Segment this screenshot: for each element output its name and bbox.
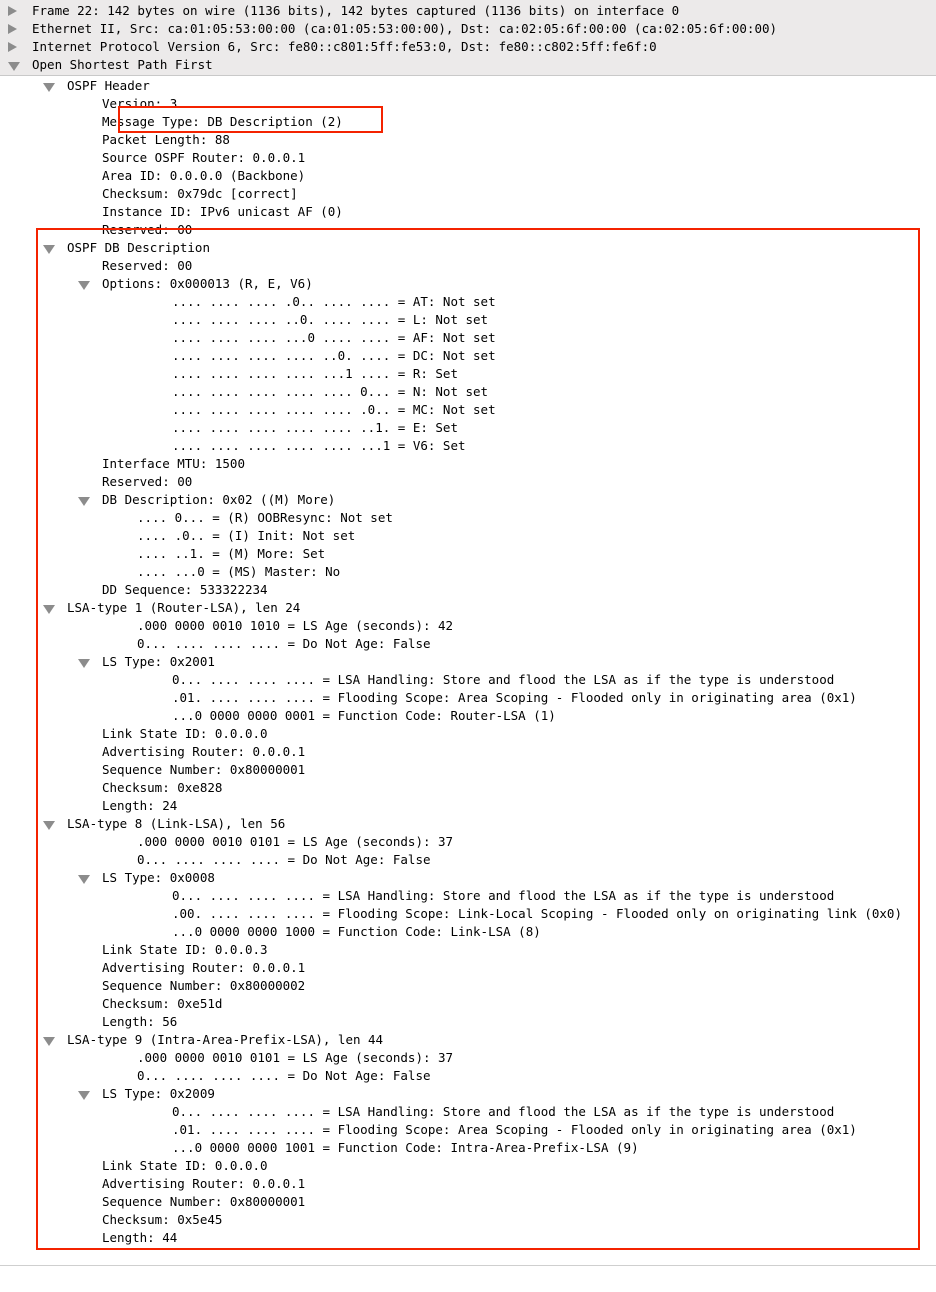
tree-row[interactable] xyxy=(0,617,936,635)
chevron-down-icon[interactable] xyxy=(8,62,20,71)
tree-row-label: Reserved: 00 xyxy=(102,222,193,237)
chevron-right-icon[interactable] xyxy=(8,6,17,16)
tree-row[interactable] xyxy=(0,563,936,581)
tree-row-label: Message Type: DB Description (2) xyxy=(102,114,343,129)
tree-row[interactable] xyxy=(0,941,936,959)
tree-row[interactable] xyxy=(0,383,936,401)
tree-row-label: Version: 3 xyxy=(102,96,178,111)
tree-row-label: ...0 0000 0000 1001 = Function Code: Intra-Area-Prefix-LSA (9) xyxy=(172,1140,639,1155)
chevron-down-icon[interactable] xyxy=(43,821,55,830)
tree-row-label: .... .... .... .... ...1 .... = R: Set xyxy=(172,366,458,381)
protocol-tree-rows xyxy=(0,76,936,1247)
tree-row-label: ...0 0000 0000 1000 = Function Code: Link-LSA (8) xyxy=(172,924,541,939)
tree-row-label: OSPF Header xyxy=(67,78,150,93)
tree-row[interactable] xyxy=(0,923,936,941)
tree-row[interactable] xyxy=(0,365,936,383)
tree-row-label: Checksum: 0xe51d xyxy=(102,996,223,1011)
tree-row-label: LSA-type 1 (Router-LSA), len 24 xyxy=(67,600,301,615)
tree-row-label: Internet Protocol Version 6, Src: fe80::c801:5ff:fe53:0, Dst: fe80::c802:5ff:fe6f:0 xyxy=(32,39,657,54)
tree-row-label: Reserved: 00 xyxy=(102,474,193,489)
tree-row-label: Options: 0x000013 (R, E, V6) xyxy=(102,276,313,291)
tree-row[interactable] xyxy=(0,203,936,221)
tree-row-label: Interface MTU: 1500 xyxy=(102,456,245,471)
tree-row[interactable] xyxy=(0,419,936,437)
tree-row[interactable] xyxy=(0,275,936,293)
tree-row-label: 0... .... .... .... = Do Not Age: False xyxy=(137,852,431,867)
chevron-right-icon[interactable] xyxy=(8,42,17,52)
tree-row[interactable] xyxy=(0,635,936,653)
tree-row[interactable] xyxy=(0,95,936,113)
tree-row[interactable] xyxy=(0,347,936,365)
tree-row-label: .... ...0 = (MS) Master: No xyxy=(137,564,341,579)
tree-row[interactable] xyxy=(0,995,936,1013)
tree-row[interactable] xyxy=(0,797,936,815)
chevron-down-icon[interactable] xyxy=(78,875,90,884)
tree-row-label: Sequence Number: 0x80000001 xyxy=(102,762,306,777)
tree-row-label: .... ..1. = (M) More: Set xyxy=(137,546,326,561)
tree-row[interactable] xyxy=(0,1103,936,1121)
tree-row[interactable] xyxy=(0,599,936,617)
chevron-right-icon[interactable] xyxy=(8,24,17,34)
chevron-down-icon[interactable] xyxy=(43,83,55,92)
tree-row-label: DB Description: 0x02 ((M) More) xyxy=(102,492,336,507)
tree-row-label: Checksum: 0xe828 xyxy=(102,780,223,795)
tree-row[interactable] xyxy=(0,167,936,185)
chevron-down-icon[interactable] xyxy=(78,1091,90,1100)
tree-row[interactable] xyxy=(0,527,936,545)
packet-summary-row[interactable] xyxy=(0,20,936,38)
tree-row[interactable] xyxy=(0,905,936,923)
packet-summary-row[interactable] xyxy=(0,56,936,74)
tree-row[interactable] xyxy=(0,707,936,725)
tree-row[interactable] xyxy=(0,1121,936,1139)
tree-row-label: 0... .... .... .... = LSA Handling: Store and flood the LSA as if the type is understood xyxy=(172,888,835,903)
packet-summary-rows xyxy=(0,0,936,76)
tree-row-label: Reserved: 00 xyxy=(102,258,193,273)
tree-row[interactable] xyxy=(0,1085,936,1103)
tree-row[interactable] xyxy=(0,689,936,707)
tree-row-label: .... .... .... .... .... ..1. = E: Set xyxy=(172,420,458,435)
tree-row-label: Source OSPF Router: 0.0.0.1 xyxy=(102,150,306,165)
tree-row-label: .... .... .... .... ..0. .... = DC: Not set xyxy=(172,348,496,363)
tree-row-label: LS Type: 0x0008 xyxy=(102,870,215,885)
chevron-down-icon[interactable] xyxy=(43,1037,55,1046)
tree-row-label: Checksum: 0x5e45 xyxy=(102,1212,223,1227)
tree-row-label: .... .... .... .... .... ...1 = V6: Set xyxy=(172,438,466,453)
tree-row-label: DD Sequence: 533322234 xyxy=(102,582,268,597)
tree-row-label: Length: 56 xyxy=(102,1014,178,1029)
tree-row[interactable] xyxy=(0,1067,936,1085)
tree-row-label: Checksum: 0x79dc [correct] xyxy=(102,186,298,201)
tree-row[interactable] xyxy=(0,1031,936,1049)
tree-row[interactable] xyxy=(0,1013,936,1031)
tree-row[interactable] xyxy=(0,887,936,905)
tree-row[interactable] xyxy=(0,833,936,851)
tree-row-label: LS Type: 0x2009 xyxy=(102,1086,215,1101)
tree-row[interactable] xyxy=(0,221,936,239)
tree-row[interactable] xyxy=(0,437,936,455)
tree-row-label: Frame 22: 142 bytes on wire (1136 bits), 142 bytes captured (1136 bits) on interface 0 xyxy=(32,3,680,18)
tree-row[interactable] xyxy=(0,131,936,149)
tree-row-label: .... .... .... ..0. .... .... = L: Not set xyxy=(172,312,489,327)
tree-row-label: .01. .... .... .... = Flooding Scope: Area Scoping - Flooded only in originating area (0x1) xyxy=(172,1122,857,1137)
packet-summary-row[interactable] xyxy=(0,2,936,20)
tree-row[interactable] xyxy=(0,959,936,977)
tree-row[interactable] xyxy=(0,1211,936,1229)
pane-bottom-divider xyxy=(0,1265,936,1292)
tree-row-label: .... 0... = (R) OOBResync: Not set xyxy=(137,510,393,525)
tree-row-label: .... .... .... .0.. .... .... = AT: Not set xyxy=(172,294,496,309)
tree-row-label: Length: 24 xyxy=(102,798,178,813)
chevron-down-icon[interactable] xyxy=(78,281,90,290)
tree-row[interactable] xyxy=(0,401,936,419)
tree-row-label: Link State ID: 0.0.0.0 xyxy=(102,726,268,741)
tree-row-label: .... .... .... ...0 .... .... = AF: Not set xyxy=(172,330,496,345)
tree-row[interactable] xyxy=(0,77,936,95)
tree-row-label: Sequence Number: 0x80000001 xyxy=(102,1194,306,1209)
tree-row[interactable] xyxy=(0,1229,936,1247)
tree-row[interactable] xyxy=(0,509,936,527)
tree-row-label: .000 0000 0010 0101 = LS Age (seconds): 37 xyxy=(137,834,454,849)
tree-row-label: .... .... .... .... .... .0.. = MC: Not set xyxy=(172,402,496,417)
tree-row[interactable] xyxy=(0,1193,936,1211)
tree-row-label: Link State ID: 0.0.0.3 xyxy=(102,942,268,957)
chevron-down-icon[interactable] xyxy=(43,605,55,614)
chevron-down-icon[interactable] xyxy=(43,245,55,254)
tree-row-label: .000 0000 0010 1010 = LS Age (seconds): 42 xyxy=(137,618,454,633)
tree-row[interactable] xyxy=(0,473,936,491)
tree-row-label: .000 0000 0010 0101 = LS Age (seconds): 37 xyxy=(137,1050,454,1065)
packet-summary-row[interactable] xyxy=(0,38,936,56)
tree-row-label: ...0 0000 0000 0001 = Function Code: Router-LSA (1) xyxy=(172,708,556,723)
tree-row[interactable] xyxy=(0,725,936,743)
tree-row-label: .00. .... .... .... = Flooding Scope: Link-Local Scoping - Flooded only on originating link (0x0) xyxy=(172,906,902,921)
tree-row-label: 0... .... .... .... = Do Not Age: False xyxy=(137,636,431,651)
tree-row-label: .... .... .... .... .... 0... = N: Not set xyxy=(172,384,489,399)
tree-row[interactable] xyxy=(0,1175,936,1193)
tree-row-label: LSA-type 9 (Intra-Area-Prefix-LSA), len 44 xyxy=(67,1032,384,1047)
tree-row[interactable] xyxy=(0,581,936,599)
tree-row[interactable] xyxy=(0,671,936,689)
tree-row[interactable] xyxy=(0,311,936,329)
tree-row-label: 0... .... .... .... = LSA Handling: Store and flood the LSA as if the type is understood xyxy=(172,1104,835,1119)
tree-row[interactable] xyxy=(0,1139,936,1157)
tree-row-label: Open Shortest Path First xyxy=(32,57,213,72)
tree-row-label: Packet Length: 88 xyxy=(102,132,230,147)
tree-row[interactable] xyxy=(0,761,936,779)
tree-row[interactable] xyxy=(0,869,936,887)
tree-row[interactable] xyxy=(0,239,936,257)
tree-row-label: Ethernet II, Src: ca:01:05:53:00:00 (ca:01:05:53:00:00), Dst: ca:02:05:6f:00:00 (ca:02:05:6f:00:00) xyxy=(32,21,778,36)
tree-row[interactable] xyxy=(0,185,936,203)
tree-row[interactable] xyxy=(0,851,936,869)
tree-row-label: Area ID: 0.0.0.0 (Backbone) xyxy=(102,168,306,183)
tree-row-label: Length: 44 xyxy=(102,1230,178,1245)
tree-row[interactable] xyxy=(0,455,936,473)
tree-row-label: Sequence Number: 0x80000002 xyxy=(102,978,306,993)
tree-row[interactable] xyxy=(0,1049,936,1067)
tree-row[interactable] xyxy=(0,815,936,833)
tree-row[interactable] xyxy=(0,113,936,131)
tree-row-label: OSPF DB Description xyxy=(67,240,210,255)
tree-row[interactable] xyxy=(0,257,936,275)
tree-row[interactable] xyxy=(0,1157,936,1175)
tree-row[interactable] xyxy=(0,743,936,761)
tree-row-label: .01. .... .... .... = Flooding Scope: Area Scoping - Flooded only in originating area (0x1) xyxy=(172,690,857,705)
tree-row[interactable] xyxy=(0,653,936,671)
tree-row-label: 0... .... .... .... = Do Not Age: False xyxy=(137,1068,431,1083)
tree-row[interactable] xyxy=(0,149,936,167)
chevron-down-icon[interactable] xyxy=(78,659,90,668)
tree-row-label: 0... .... .... .... = LSA Handling: Store and flood the LSA as if the type is understood xyxy=(172,672,835,687)
tree-row[interactable] xyxy=(0,293,936,311)
tree-row-label: .... .0.. = (I) Init: Not set xyxy=(137,528,356,543)
tree-row-label: Advertising Router: 0.0.0.1 xyxy=(102,744,306,759)
tree-row-label: LSA-type 8 (Link-LSA), len 56 xyxy=(67,816,286,831)
tree-row-label: Link State ID: 0.0.0.0 xyxy=(102,1158,268,1173)
tree-row-label: LS Type: 0x2001 xyxy=(102,654,215,669)
tree-row-label: Advertising Router: 0.0.0.1 xyxy=(102,960,306,975)
tree-row[interactable] xyxy=(0,491,936,509)
tree-row[interactable] xyxy=(0,545,936,563)
tree-row[interactable] xyxy=(0,977,936,995)
tree-row-label: Instance ID: IPv6 unicast AF (0) xyxy=(102,204,343,219)
tree-row[interactable] xyxy=(0,779,936,797)
tree-row[interactable] xyxy=(0,329,936,347)
tree-row-label: Advertising Router: 0.0.0.1 xyxy=(102,1176,306,1191)
chevron-down-icon[interactable] xyxy=(78,497,90,506)
